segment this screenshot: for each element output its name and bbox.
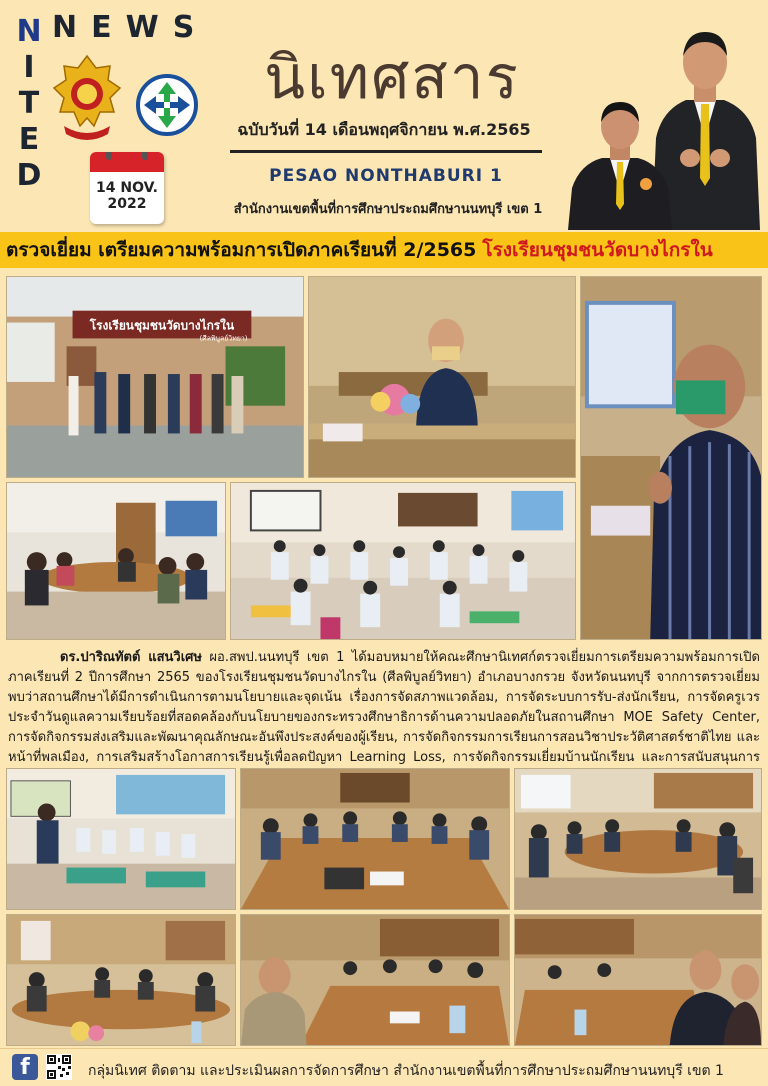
vertical-letter: I [23, 50, 35, 85]
news-word: NEWS [52, 10, 209, 45]
org-name-en: PESAO NONTHABURI 1 [269, 166, 503, 186]
newsletter-title: นิเทศสาร [264, 43, 520, 113]
school-sign-text: โรงเรียนชุมชนวัดบางไกรใน [89, 318, 235, 333]
facebook-icon[interactable]: f [12, 1054, 38, 1080]
photo-teachers-meeting [514, 768, 762, 910]
ring-arrows-logo [136, 74, 198, 136]
photo-classroom-visit [6, 768, 236, 910]
issue-date: ฉบับวันที่ 14 เดือนพฤศจิกายน พ.ศ.2565 [237, 120, 531, 139]
vertical-letter: T [18, 86, 40, 121]
lead-name: ดร.ปาริณทัตต์ แสนวิเศษ [60, 650, 202, 665]
title-divider [230, 150, 542, 153]
photo-classroom [230, 482, 576, 640]
calendar-year: 2022 [107, 196, 147, 212]
photo-meeting-room [6, 482, 226, 640]
article-text: ผอ.สพป.นนทบุรี เขต 1 ได้มอบหมายให้คณะศึกษานิเทศก์ตรวจเยี่ยมการเตรียมความพร้อมการเปิดภาคเรียนที่ 2 ปีการศึกษา 2565 ของโรงเรียนชุมชนวัดบางไกรใน (ศีลพิบูลย์วิทยา) อำเภอบางกรวย จังหวัดนนทบุรี จากการตรวจเยี่ยมพบว่าสถานศึกษาได้มีการดำเนินการตามนโยบายและจุดเน้น เรื่องการจัดสภาพแวดล้อม, การจัดระบบการรับ-ส่งนักเรียน, การจัดครูเวรประจำวันดูแลความเรียบร้อยที่สอดคล้องกับนโยบายของกระทรวงศึกษาธิการด้านความปลอดภัยในสถานศึกษา MOE Safety Center, การจัดกิจกรรมส่งเสริมและพัฒนาคุณลักษณะอันพึงประสงค์ของผู้เรียน, การจัดกิจกรรมการเรียนการสอนวิชาประวัติศาสตร์ชาติไทย และหน้าที่พลเมือง, การเสริมสร้างโอกาสการเรียนรู้เพื่อลดปัญหา Learning Loss, การจัดกิจกรรมเยี่ยมบ้านนักเรียน และการสนับสนุนการ [8, 650, 760, 765]
deputy-portrait [566, 92, 674, 230]
calendar-day: 14 NOV. [96, 180, 158, 196]
photo-conference-table [240, 768, 510, 910]
vertical-nited [16, 14, 42, 194]
obec-seal-logo [50, 54, 124, 140]
school-sign-sub: (ศีลพิบูลย์วิทยา) [199, 334, 248, 343]
vertical-letter: D [16, 158, 42, 193]
calendar-icon [90, 152, 164, 224]
vertical-letter: E [18, 122, 40, 157]
photo-officer-meeting [240, 914, 510, 1046]
org-name-th: สำนักงานเขตพื้นที่การศึกษาประถมศึกษานนทบุรี เขต 1 [233, 202, 543, 217]
article-body [8, 648, 760, 788]
vertical-letter: N [16, 14, 42, 49]
photo-group-discussion [6, 914, 236, 1046]
photo-director-meeting [308, 276, 576, 478]
qr-code-icon[interactable] [46, 1054, 72, 1080]
headline-text: ตรวจเยี่ยม เตรียมความพร้อมการเปิดภาคเรียนที่ 2/2565 [6, 239, 477, 261]
headline-bar [0, 232, 768, 268]
photo-school-front [6, 276, 304, 478]
headline-school: โรงเรียนชุมชนวัดบางไกรใน [482, 239, 713, 261]
photo-supervisor-closeup [580, 276, 762, 640]
photo-presentation [514, 914, 762, 1046]
footer-text: กลุ่มนิเทศ ติดตาม และประเมินผลการจัดการศึกษา สำนักงานเขตพื้นที่การศึกษาประถมศึกษานนทบุรี เขต 1 [88, 1063, 724, 1079]
